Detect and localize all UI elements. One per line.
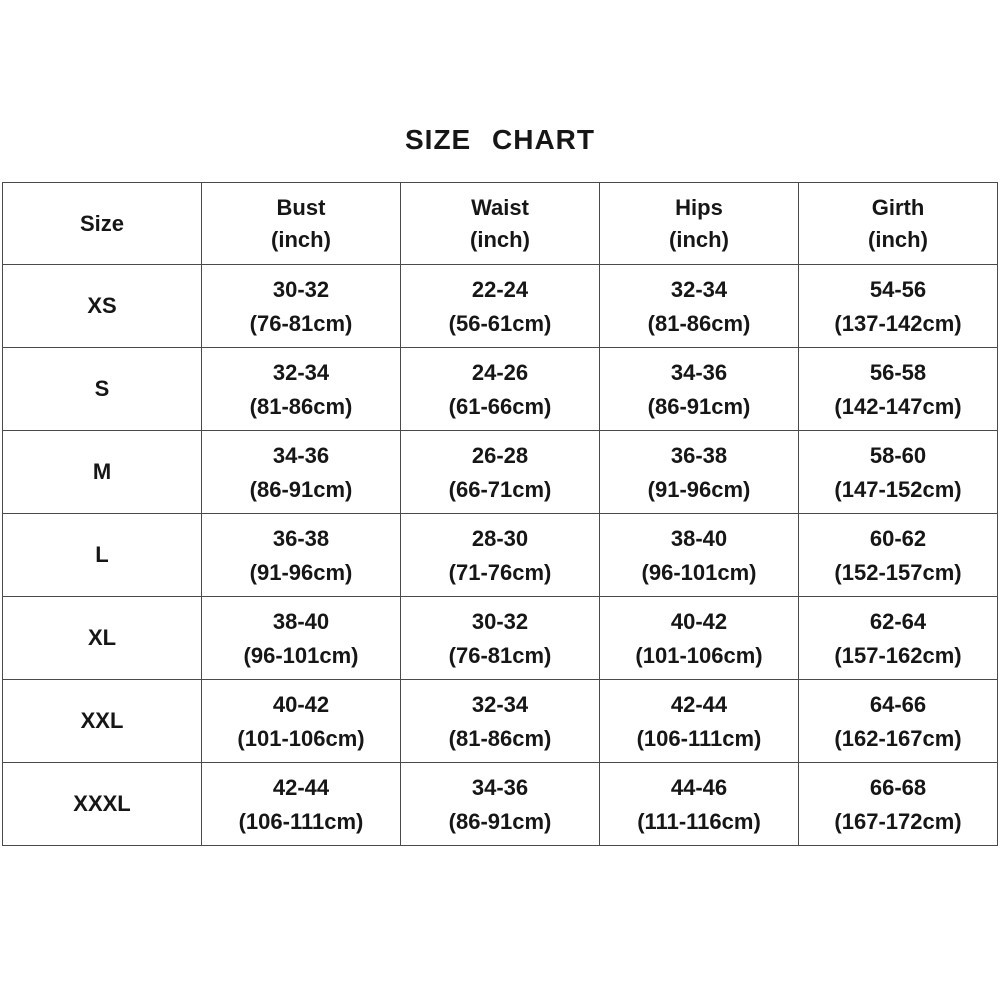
measurement-cell bbox=[202, 763, 401, 846]
measurement-inch: 40-42 bbox=[272, 692, 330, 717]
measurement-inch: 30-32 bbox=[471, 609, 529, 634]
measurement-cell bbox=[202, 597, 401, 680]
measurement-inch: 56-58 bbox=[869, 360, 927, 385]
size-label: M bbox=[3, 431, 202, 514]
column-header-label: Hips bbox=[675, 194, 723, 220]
measurement-cell bbox=[799, 348, 998, 431]
measurement-cell bbox=[202, 431, 401, 514]
measurement-cell bbox=[202, 265, 401, 348]
measurement-cell bbox=[600, 680, 799, 763]
measurement-inch: 26-28 bbox=[471, 443, 529, 468]
measurement-cell bbox=[600, 348, 799, 431]
measurement-cell bbox=[799, 514, 998, 597]
table-body bbox=[3, 265, 998, 846]
column-header-size bbox=[3, 183, 202, 265]
measurement-cm: (142-147cm) bbox=[834, 394, 962, 419]
size-chart-table bbox=[2, 182, 998, 846]
column-header-label: Girth bbox=[871, 194, 925, 220]
column-header-label: Bust bbox=[276, 194, 326, 220]
measurement-cm: (96-101cm) bbox=[641, 560, 757, 585]
measurement-cm: (106-111cm) bbox=[238, 809, 364, 834]
measurement-inch: 54-56 bbox=[869, 277, 927, 302]
page-title: SIZE CHART bbox=[405, 124, 595, 155]
size-label: L bbox=[3, 514, 202, 597]
measurement-inch: 32-34 bbox=[471, 692, 529, 717]
measurement-cell bbox=[799, 431, 998, 514]
measurement-cell bbox=[600, 763, 799, 846]
measurement-inch: 42-44 bbox=[272, 775, 330, 800]
measurement-cm: (111-116cm) bbox=[637, 809, 761, 834]
size-label: XL bbox=[3, 597, 202, 680]
table-row-xxl bbox=[3, 680, 998, 763]
measurement-cell bbox=[401, 597, 600, 680]
measurement-cm: (76-81cm) bbox=[249, 311, 353, 336]
measurement-cm: (81-86cm) bbox=[647, 311, 751, 336]
measurement-inch: 28-30 bbox=[471, 526, 529, 551]
measurement-cm: (91-96cm) bbox=[249, 560, 353, 585]
size-label: S bbox=[3, 348, 202, 431]
measurement-cm: (56-61cm) bbox=[448, 311, 552, 336]
measurement-cell bbox=[600, 431, 799, 514]
measurement-cell bbox=[799, 763, 998, 846]
size-label: XXXL bbox=[3, 763, 202, 846]
measurement-inch: 34-36 bbox=[471, 775, 529, 800]
measurement-inch: 44-46 bbox=[670, 775, 728, 800]
measurement-inch: 30-32 bbox=[272, 277, 330, 302]
measurement-cm: (76-81cm) bbox=[448, 643, 552, 668]
measurement-cm: (167-172cm) bbox=[834, 809, 962, 834]
column-header-label: Size bbox=[79, 210, 125, 236]
measurement-cm: (157-162cm) bbox=[834, 643, 962, 668]
column-header-label: Waist bbox=[471, 194, 529, 220]
measurement-cell bbox=[401, 265, 600, 348]
measurement-cm: (71-76cm) bbox=[448, 560, 552, 585]
measurement-cm: (81-86cm) bbox=[249, 394, 353, 419]
measurement-cm: (137-142cm) bbox=[834, 311, 962, 336]
measurement-cm: (152-157cm) bbox=[834, 560, 962, 585]
measurement-cell bbox=[401, 680, 600, 763]
table-row-xl bbox=[3, 597, 998, 680]
measurement-cell bbox=[202, 514, 401, 597]
measurement-inch: 42-44 bbox=[670, 692, 728, 717]
measurement-cell bbox=[600, 597, 799, 680]
measurement-cm: (91-96cm) bbox=[647, 477, 751, 502]
measurement-cell bbox=[202, 348, 401, 431]
measurement-cell bbox=[401, 431, 600, 514]
column-header-unit: (inch) bbox=[868, 226, 928, 252]
column-header-waist bbox=[401, 183, 600, 265]
measurement-cm: (101-106cm) bbox=[635, 643, 763, 668]
measurement-cm: (101-106cm) bbox=[237, 726, 365, 751]
measurement-inch: 34-36 bbox=[670, 360, 728, 385]
measurement-cm: (162-167cm) bbox=[834, 726, 962, 751]
column-header-bust bbox=[202, 183, 401, 265]
measurement-inch: 64-66 bbox=[869, 692, 927, 717]
measurement-cm: (61-66cm) bbox=[448, 394, 552, 419]
table-row-s bbox=[3, 348, 998, 431]
measurement-cm: (106-111cm) bbox=[636, 726, 762, 751]
measurement-inch: 22-24 bbox=[471, 277, 529, 302]
header-row bbox=[3, 183, 998, 265]
measurement-inch: 38-40 bbox=[670, 526, 728, 551]
table-header bbox=[3, 183, 998, 265]
measurement-inch: 32-34 bbox=[272, 360, 330, 385]
measurement-inch: 40-42 bbox=[670, 609, 728, 634]
table-row-m bbox=[3, 431, 998, 514]
measurement-inch: 38-40 bbox=[272, 609, 330, 634]
measurement-cm: (86-91cm) bbox=[448, 809, 552, 834]
measurement-cell bbox=[401, 763, 600, 846]
column-header-unit: (inch) bbox=[271, 226, 331, 252]
measurement-cell bbox=[600, 514, 799, 597]
measurement-cm: (147-152cm) bbox=[834, 477, 962, 502]
measurement-inch: 60-62 bbox=[869, 526, 927, 551]
column-header-girth bbox=[799, 183, 998, 265]
measurement-inch: 62-64 bbox=[869, 609, 927, 634]
measurement-cell bbox=[600, 265, 799, 348]
table-row-xs bbox=[3, 265, 998, 348]
table-row-l bbox=[3, 514, 998, 597]
measurement-cm: (66-71cm) bbox=[448, 477, 552, 502]
table-row-xxxl bbox=[3, 763, 998, 846]
column-header-unit: (inch) bbox=[669, 226, 729, 252]
measurement-cell bbox=[799, 597, 998, 680]
measurement-inch: 34-36 bbox=[272, 443, 330, 468]
measurement-cell bbox=[401, 348, 600, 431]
measurement-inch: 66-68 bbox=[869, 775, 927, 800]
measurement-cell bbox=[799, 680, 998, 763]
measurement-inch: 32-34 bbox=[670, 277, 728, 302]
column-header-hips bbox=[600, 183, 799, 265]
measurement-inch: 36-38 bbox=[670, 443, 728, 468]
measurement-cm: (86-91cm) bbox=[249, 477, 353, 502]
size-label: XS bbox=[3, 265, 202, 348]
measurement-inch: 36-38 bbox=[272, 526, 330, 551]
measurement-cell bbox=[799, 265, 998, 348]
measurement-cell bbox=[202, 680, 401, 763]
measurement-cm: (96-101cm) bbox=[243, 643, 359, 668]
measurement-cell bbox=[401, 514, 600, 597]
measurement-inch: 58-60 bbox=[869, 443, 927, 468]
measurement-inch: 24-26 bbox=[471, 360, 529, 385]
measurement-cm: (86-91cm) bbox=[647, 394, 751, 419]
size-label: XXL bbox=[3, 680, 202, 763]
column-header-unit: (inch) bbox=[470, 226, 530, 252]
measurement-cm: (81-86cm) bbox=[448, 726, 552, 751]
